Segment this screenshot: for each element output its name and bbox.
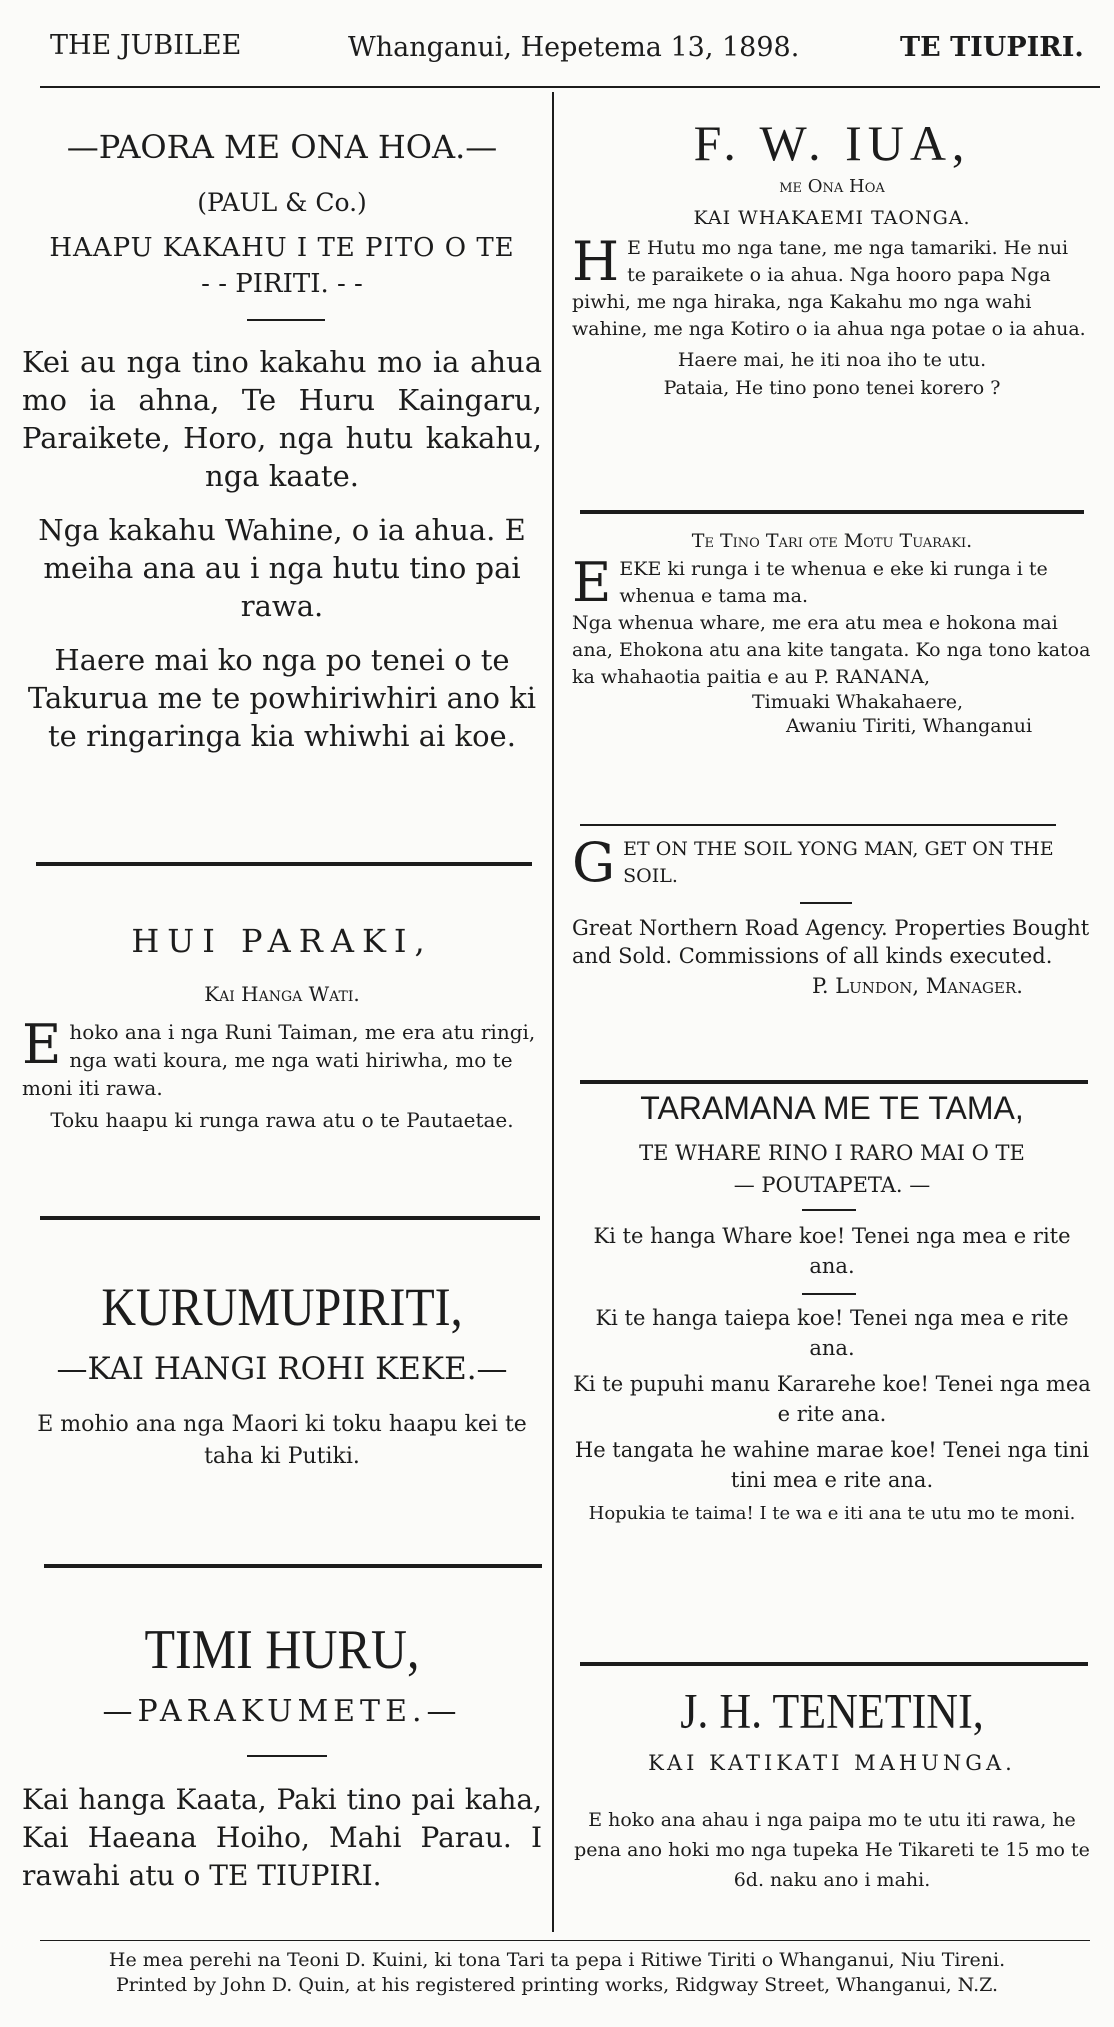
- timi-subtitle: —PARAKUMETE.—: [102, 1694, 462, 1729]
- paora-tagline: HAAPU KAKAHU I TE PITO O TE: [49, 233, 515, 263]
- hui-para-1: hoko ana i nga Runi Taiman, me era atu ringi, nga wati koura, me nga wati hiriwha, mo te moni iti rawa.: [22, 1020, 536, 1100]
- footer-line-2: Printed by John D. Quin, at his registered printing works, Ridgway Street, Whanganui, N.Z.: [115, 1974, 999, 1996]
- taramana-title: TARAMANA ME TE TAMA,: [640, 1090, 1024, 1126]
- tenetini-advert: [572, 1686, 1092, 1895]
- soil-title: ET ON THE SOIL YONG MAN, GET ON THE SOIL.: [623, 838, 1054, 887]
- soil-para-1: Great Northern Road Agency. Properties Bought and Sold. Commissions of all kinds executed.: [572, 916, 1090, 968]
- tenetini-para-1: E hoko ana ahau i nga paipa mo te utu iti rawa, he pena ano hoki mo nga tupeka He Tikareti te 15 mo te 6d. naku ano i mahi.: [574, 1809, 1090, 1891]
- taramana-subtitle-1: TE WHARE RINO I RARO MAI O TE: [639, 1141, 1025, 1165]
- iua-advert: [572, 114, 1092, 399]
- hui-para-2: Toku haapu ki runga rawa atu o te Pautaetae.: [50, 1108, 514, 1132]
- tari-para-2: Nga whenua whare, me era atu mea e hokona mai ana, Ehokona atu ana kite tangata. Ko nga tono katoa ka whahaotia paitia e au P. RANANA,: [572, 612, 1091, 688]
- footer-line-1: He mea perehi na Teoni D. Kuini, ki tona Tari ta pepa i Ritiwe Tiriti o Whanganui, Niu Tireni.: [108, 1949, 1006, 1971]
- tari-para-1: EKE ki runga i te whenua e eke ki runga i te whenua e tama ma.: [619, 558, 1048, 607]
- iua-subtitle-1: me Ona Hoa: [779, 176, 885, 197]
- masthead-left: THE JUBILEE: [50, 30, 242, 61]
- timi-title: TIMI HURU,: [144, 1617, 420, 1681]
- taramana-para-5: Hopukia te taima! I te wa e iti ana te utu mo te moni.: [588, 1503, 1076, 1524]
- soil-heading: [572, 831, 1092, 894]
- rule-after-hui: [40, 1216, 540, 1220]
- masthead-date: Whanganui, Hepetema 13, 1898.: [348, 32, 800, 63]
- footer: [0, 1948, 1114, 1998]
- masthead-rule: [40, 86, 1100, 88]
- kurumu-subtitle: —KAI HANGI ROHI KEKE.—: [56, 1351, 508, 1387]
- hui-dropcap: E: [22, 1013, 62, 1076]
- tenetini-subtitle: KAI KATIKATI MAHUNGA.: [648, 1751, 1016, 1775]
- paora-para-2: Nga kakahu Wahine, o ia ahua. E meiha ana au i nga hutu tino pai rawa.: [38, 513, 526, 623]
- tari-sig-1: Timuaki Whakahaere,: [752, 691, 964, 713]
- taramana-short-rule: [802, 1209, 856, 1211]
- iua-para-1: E Hutu mo nga tane, me nga tamariki. He nui te paraikete o ia ahua. Nga hooro papa Nga piwhi, me nga hiraka, nga Kakahu mo nga wahi wahine, me nga Kotiro o ia ahua nga potae o ia ahua.: [572, 237, 1086, 340]
- taramana-advert: [572, 1090, 1092, 1527]
- tenetini-title: J. H. TENETINI,: [680, 1684, 984, 1739]
- taramana-para-1: Ki te hanga Whare koe! Tenei nga mea e rite ana.: [593, 1224, 1071, 1278]
- kurumu-para-1: E mohio ana nga Maori ki toku haapu kei te taha ki Putiki.: [37, 1412, 527, 1469]
- paora-para-1: Kei au nga tino kakahu mo ia ahua mo ia ahna, Te Huru Kaingaru, Paraikete, Horo, nga hutu kakahu, nga kaate.: [22, 345, 542, 493]
- hui-title: HUI PARAKI,: [131, 922, 433, 960]
- rule-after-paora: [36, 862, 532, 866]
- hui-subtitle: Kai Hanga Wati.: [204, 982, 360, 1006]
- rule-after-iua: [580, 510, 1084, 514]
- iua-line-3: Pataia, He tino pono tenei korero ?: [663, 377, 1001, 399]
- rule-after-tari: [580, 824, 1056, 826]
- taramana-short-rule-2: [802, 1293, 856, 1295]
- kurumu-title: KURUMUPIRITI,: [101, 1277, 463, 1338]
- paora-subtitle: (PAUL & Co.): [197, 188, 367, 217]
- iua-title: F. W. IUA,: [693, 115, 971, 171]
- masthead: [0, 0, 1114, 80]
- tari-advert: [572, 530, 1092, 737]
- kurumu-advert: [22, 1277, 542, 1473]
- tari-body: [572, 551, 1092, 614]
- timi-para-1: Kai hanga Kaata, Paki tino pai kaha, Kai Haeana Hoiho, Mahi Parau. I rawahi atu o TE TIUPIRI.: [22, 1783, 542, 1892]
- footer-rule: [40, 1940, 1090, 1941]
- tari-title: Te Tino Tari ote Motu Tuaraki.: [691, 530, 973, 552]
- iua-subtitle-2: KAI WHAKAEMI TAONGA.: [693, 207, 971, 229]
- timi-advert: [22, 1617, 542, 1895]
- iua-body: [572, 230, 1092, 343]
- tari-sig-2: Awaniu Tiriti, Whanganui: [786, 715, 1033, 737]
- taramana-subtitle-2: — POUTAPETA. —: [733, 1173, 931, 1197]
- hui-body: [22, 1013, 542, 1102]
- paora-advert: [22, 128, 542, 755]
- rule-after-kurumu: [44, 1564, 542, 1568]
- paora-tagline-2: - - PIRITI. - -: [201, 269, 363, 299]
- tari-dropcap: E: [572, 551, 612, 614]
- timi-short-rule: [247, 1755, 327, 1757]
- taramana-para-4: He tangata he wahine marae koe! Tenei nga tini tini mea e rite ana.: [574, 1438, 1090, 1492]
- paora-para-3: Haere mai ko nga po tenei o te Takurua me te powhiriwhiri ano ki te ringaringa kia whiwhi ai koe.: [27, 643, 537, 753]
- taramana-para-3: Ki te pupuhi manu Kararehe koe! Tenei nga mea e rite ana.: [573, 1372, 1091, 1426]
- iua-dropcap: H: [572, 230, 620, 293]
- soil-short-rule: [800, 902, 852, 904]
- soil-sig: P. Lundon, Manager.: [812, 974, 1023, 998]
- taramana-para-2: Ki te hanga taiepa koe! Tenei nga mea e rite ana.: [595, 1306, 1069, 1360]
- rule-after-soil: [580, 1080, 1088, 1084]
- paora-short-rule: [247, 319, 325, 321]
- hui-advert: [22, 922, 542, 1132]
- masthead-right: TE TIUPIRI.: [900, 32, 1084, 63]
- paora-title: —PAORA ME ONA HOA.—: [66, 128, 498, 166]
- soil-advert: [572, 831, 1092, 998]
- iua-line-2: Haere mai, he iti noa iho te utu.: [677, 349, 987, 371]
- soil-dropcap: G: [572, 831, 616, 894]
- rule-after-taramana: [580, 1662, 1088, 1666]
- column-divider: [552, 92, 554, 1932]
